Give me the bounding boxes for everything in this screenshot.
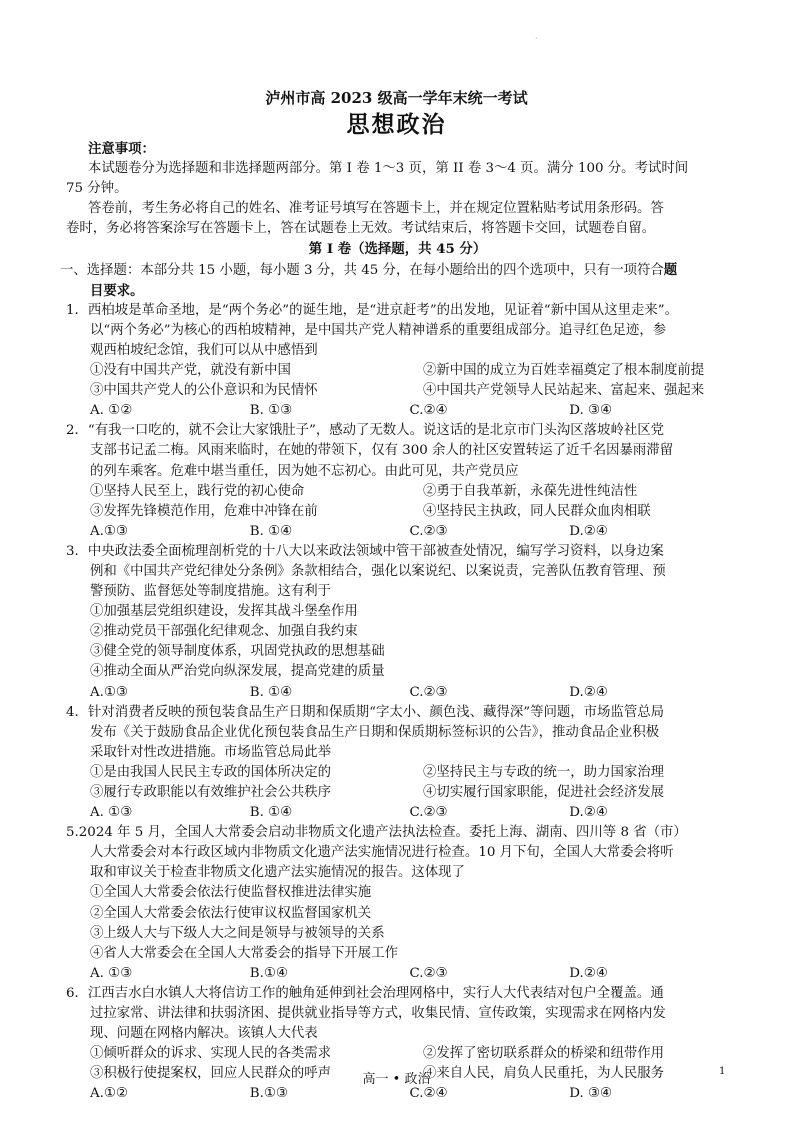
choice-a: A. ①③: [90, 965, 133, 981]
choice-c: C.②③: [409, 805, 448, 821]
choice-d: D.②④: [569, 965, 608, 981]
choice-c: C.②③: [409, 684, 448, 700]
statement: ③发挥先锋模范作用，危难中冲锋在前: [90, 503, 318, 519]
statement: ④省人大常委会在全国人大常委会的指导下开展工作: [90, 945, 398, 961]
choice-c: C.②④: [409, 1086, 448, 1102]
statement: ③健全党的领导制度体系，巩固党执政的思想基础: [90, 644, 385, 660]
choice-b: B. ①④: [249, 805, 293, 821]
choice-b: B. ①④: [249, 684, 293, 700]
statement: ④来自人民，肩负人民重托，为人民服务: [423, 1066, 665, 1082]
question-stem: 3．中央政法委全面梳理剖析党的十八大以来政法领域中管干部被查处情况，编写学习资料，以身边案: [66, 543, 664, 559]
choice-d: D.②④: [569, 523, 608, 539]
exam-title: 泸州市高 2023 级高一学年末统一考试: [265, 89, 528, 107]
question-stem: 4．针对消费者反映的预包装食品生产日期和保质期“字太小、颜色浅、藏得深”等问题，市场监管总局: [66, 704, 665, 720]
choice-a: A. ①③: [90, 805, 133, 821]
statement-row: [66, 1044, 729, 1064]
question-stem: 现、问题在网格内解决。该镇人大代表: [90, 1026, 318, 1042]
statement: ①全国人大常委会依法行使监督权推进法律实施: [90, 885, 372, 901]
section-title: 第 I 卷（选择题，共 45 分）: [308, 241, 487, 258]
subject-title: 思想政治: [346, 111, 447, 138]
statement-row: [66, 361, 729, 381]
statement: ①加强基层党组织建设，发挥其战斗堡垒作用: [90, 604, 358, 620]
question-stem: 警预防、监督惩处等制度措施。这有利于: [90, 584, 332, 600]
statement: ②坚持民主与专政的统一，助力国家治理: [423, 764, 665, 780]
answer-choices: [66, 1084, 729, 1104]
question-stem: 支部书记孟二梅。风雨来临时，在她的带领下，仅有 300 余人的社区安置转运了近千名因暴雨滞留: [90, 443, 674, 459]
answer-choices: [66, 522, 729, 542]
choice-c: C.②④: [409, 403, 448, 419]
question-1: [66, 301, 729, 422]
question-stem: 观西柏坡纪念馆，我们可以从中感悟到: [90, 342, 318, 358]
statement-row: [66, 763, 729, 783]
statement: ④推动全面从严治党向纵深发展，提高党建的质量: [90, 664, 385, 680]
question-stem: 6．江西吉水白水镇人大将信访工作的触角延伸到社会治理网格中，实行人大代表结对包户全覆盖。通: [66, 985, 664, 1001]
statement: ③中国共产党人的公仆意识和为民情怀: [90, 383, 318, 399]
question-stem: 采取针对性改进措施。市场监管总局此举: [90, 744, 332, 760]
choice-b: B.①④: [249, 965, 288, 981]
choice-d: D. ③④: [569, 1086, 613, 1102]
statement-row: [66, 502, 729, 522]
choice-b: B.①③: [249, 1086, 288, 1102]
question-2: [66, 421, 729, 542]
choice-d: D.②④: [569, 684, 608, 700]
notice-text: 75 分钟。: [66, 181, 128, 197]
statement: ④坚持民主执政，同人民群众血肉相联: [423, 503, 651, 519]
choice-a: A.①③: [90, 523, 128, 539]
statement-row: [66, 783, 729, 803]
statement: ②推动党员干部强化纪律观念、加强自我约束: [90, 624, 358, 640]
answer-choices: [66, 803, 729, 823]
choice-c: C.②③: [409, 965, 448, 981]
statement-row: [66, 482, 729, 502]
statement: ①是由我国人民民主专政的国体所决定的: [90, 764, 332, 780]
exam-body: [60, 139, 729, 1105]
statement: ③履行专政职能以有效维护社会公共秩序: [90, 785, 332, 800]
answer-choices: [66, 401, 729, 421]
choice-d: D.②④: [569, 805, 608, 821]
question-3: [66, 542, 729, 703]
statement: ②全国人大常委会依法行使审议权监督国家机关: [90, 905, 372, 921]
question-stem: 5.2024 年 5 月，全国人大常委会启动非物质文化遗产法执法检查。委托上海、湖南、四川等 8 省（市）: [66, 825, 687, 841]
choice-d: D. ③④: [569, 403, 613, 419]
statement: ③积极行使提案权，回应人民群众的呼声: [90, 1066, 332, 1082]
question-stem: 以“两个务必”为核心的西柏坡精神，是中国共产党人精神谱系的重要组成部分。追寻红色足迹，参: [90, 322, 667, 338]
question-5: [66, 823, 729, 984]
notice-text: 卷时，务必将答案涂写在答题卡上，答在试题卷上无效。考试结束后，将答题卡交回，试题卷自留。: [66, 221, 656, 237]
statement: ③上级人大与下级人大之间是领导与被领导的关系: [90, 925, 385, 941]
choice-a: A.①③: [90, 684, 128, 700]
notice-text: 答卷前，考生务必将自己的姓名、准考证号填写在答题卡上，并在规定位置粘贴考试用条形码。答: [88, 201, 664, 217]
question-stem: 取和审议关于检查非物质文化遗产法实施情况的报告。这体现了: [90, 865, 465, 881]
notice-heading: 注意事项：: [88, 141, 155, 157]
statement: ②发挥了密切联系群众的桥梁和纽带作用: [423, 1046, 665, 1062]
question-stem: 1．西柏坡是革命圣地，是“两个务必”的诞生地，是“进京赶考”的出发地，见证着“新中国从这里走来”。: [66, 302, 678, 318]
page-footer: 高一 • 政治: [362, 1072, 431, 1087]
section-instruction: 目要求。: [90, 282, 144, 299]
choice-b: B. ①③: [249, 403, 293, 419]
notice-text: 本试题卷分为选择题和非选择题两部分。第 I 卷 1～3 页，第 II 卷 3～4 页。满分 100 分。考试时间: [88, 161, 689, 177]
section-instruction: 一、选择题：本部分共 15 小题，每小题 3 分，共 45 分，在每小题给出的四个选项中，只有一项符合题: [60, 261, 678, 278]
question-stem: 2．“有我一口吃的，就不会让大家饿肚子”，感动了无数人。说这话的是北京市门头沟区落坡岭社区党: [66, 423, 665, 439]
statement: ④切实履行国家职能，促进社会经济发展: [423, 785, 665, 800]
statement: ①坚持人民至上，践行党的初心使命: [90, 483, 305, 499]
choice-a: A.①②: [90, 1086, 128, 1102]
statement: ②新中国的成立为百姓幸福奠定了根本制度前提: [423, 363, 705, 379]
question-4: [66, 703, 729, 824]
question-stem: 过拉家常、讲法律和扶弱济困、提供就业指导等方式，收集民情、宣传政策，实现需求在网格内发: [90, 1006, 666, 1022]
choice-c: C.②③: [409, 523, 448, 539]
statement: ①没有中国共产党，就没有新中国: [90, 363, 291, 379]
question-stem: 的列车乘客。危难中堪当重任，因为她不忘初心。由此可见，共产党员应: [90, 463, 519, 479]
answer-choices: [66, 964, 729, 984]
decorative-dot: ·: [535, 34, 538, 43]
choice-b: B. ①④: [249, 523, 293, 539]
question-stem: 人大常委会对本行政区域内非物质文化遗产法实施情况进行检查。10 月下旬，全国人大常委会将听: [90, 845, 674, 861]
statement: ④中国共产党领导人民站起来、富起来、强起来: [423, 383, 705, 399]
statement: ②勇于自我革新，永葆先进性纯洁性: [423, 483, 638, 499]
statement-row: [66, 381, 729, 401]
question-stem: 发布《关于鼓励食品企业优化预包装食品生产日期和保质期标签标识的公告》，推动食品企业积极: [90, 724, 660, 740]
question-stem: 例和《中国共产党纪律处分条例》条款相结合，强化以案说纪、以案说责，完善队伍教育管理、预: [90, 563, 666, 579]
page-number: 1: [719, 1066, 726, 1077]
statement: ①倾听群众的诉求、实现人民的各类需求: [90, 1046, 332, 1062]
choice-a: A. ①②: [90, 403, 133, 419]
answer-choices: [66, 683, 729, 703]
